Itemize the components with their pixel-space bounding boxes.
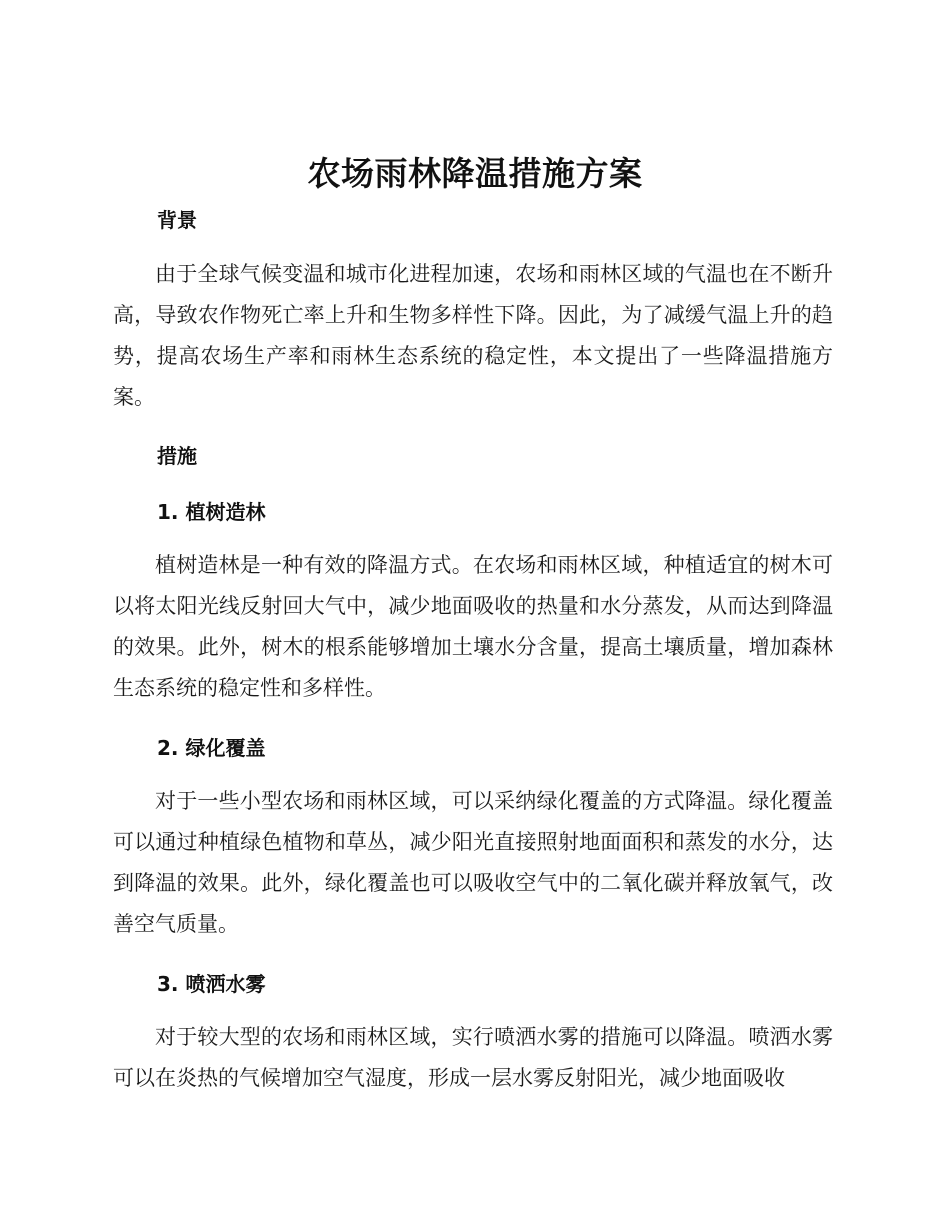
section-paragraph-greening: 对于一些小型农场和雨林区域，可以采纳绿化覆盖的方式降温。绿化覆盖可以通过种植绿色植物和草丛，减少阳光直接照射地面面积和蒸发的水分，达到降温的效果。此外，绿化覆盖也可以吸收空气中的二氧化碳并释放氧气，改善空气质量。	[113, 789, 833, 936]
section-heading-planting: 1. 植树造林	[157, 500, 266, 524]
section-heading-greening: 2. 绿化覆盖	[157, 736, 266, 760]
section-heading-mist: 3. 喷洒水雾	[157, 972, 266, 996]
section-paragraph-planting: 植树造林是一种有效的降温方式。在农场和雨林区域，种植适宜的树木可以将太阳光线反射回大气中，减少地面吸收的热量和水分蒸发，从而达到降温的效果。此外，树木的根系能够增加土壤水分含量，提高土壤质量，增加森林生态系统的稳定性和多样性。	[113, 553, 833, 700]
section-paragraph-mist: 对于较大型的农场和雨林区域，实行喷洒水雾的措施可以降温。喷洒水雾可以在炎热的气候增加空气湿度，形成一层水雾反射阳光，减少地面吸收	[113, 1025, 833, 1090]
measures-heading: 措施	[157, 444, 197, 468]
background-paragraph: 由于全球气候变温和城市化进程加速，农场和雨林区域的气温也在不断升高，导致农作物死亡率上升和生物多样性下降。因此，为了减缓气温上升的趋势，提高农场生产率和雨林生态系统的稳定性，本文提出了一些降温措施方案。	[113, 262, 833, 409]
document-title: 农场雨林降温措施方案	[307, 154, 643, 193]
background-heading: 背景	[157, 208, 197, 232]
